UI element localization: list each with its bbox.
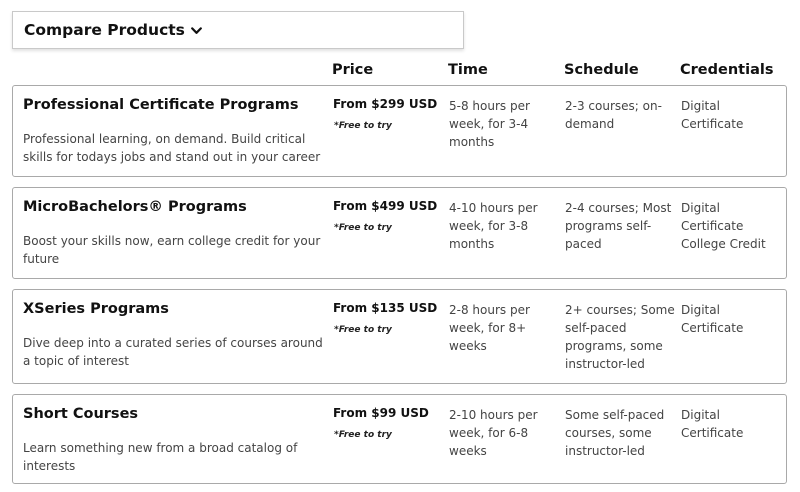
column-header-schedule: Schedule <box>564 62 639 78</box>
compare-products-dropdown[interactable] <box>12 11 464 49</box>
product-description: Dive deep into a curated series of courses around a topic of interest <box>23 336 323 368</box>
product-credentials: Digital Certificate <box>681 303 744 335</box>
product-time: 2-8 hours per week, for 8+ weeks <box>449 303 530 353</box>
column-header-price: Price <box>332 62 374 78</box>
product-card-microbachelors[interactable] <box>12 187 787 279</box>
chevron-down-icon <box>191 27 202 35</box>
product-price: From $135 USD <box>333 301 438 315</box>
free-to-try-note: *Free to try <box>334 223 392 233</box>
compare-products-label: Compare Products <box>24 21 185 39</box>
product-card-professional-certificate[interactable] <box>12 85 787 177</box>
product-credentials: Digital Certificate College Credit <box>681 201 766 251</box>
column-header-credentials: Credentials <box>680 62 774 78</box>
product-description: Boost your skills now, earn college credit for your future <box>23 234 321 266</box>
product-price: From $299 USD <box>333 97 438 111</box>
product-schedule: 2-4 courses; Most programs self-paced <box>565 201 672 251</box>
product-title: MicroBachelors® Programs <box>23 199 247 215</box>
column-header-time: Time <box>448 62 488 78</box>
product-schedule: 2-3 courses; on-demand <box>565 99 662 131</box>
product-price: From $499 USD <box>333 199 438 213</box>
product-credentials: Digital Certificate <box>681 408 744 440</box>
product-credentials: Digital Certificate <box>681 99 744 131</box>
free-to-try-note: *Free to try <box>334 430 392 440</box>
product-time: 4-10 hours per week, for 3-8 months <box>449 201 538 251</box>
product-time: 5-8 hours per week, for 3-4 months <box>449 99 530 149</box>
free-to-try-note: *Free to try <box>334 325 392 335</box>
product-schedule: Some self-paced courses, some instructor-led <box>565 408 665 458</box>
product-card-xseries[interactable] <box>12 289 787 384</box>
free-to-try-note: *Free to try <box>334 121 392 131</box>
product-title: Short Courses <box>23 406 139 422</box>
product-schedule: 2+ courses; Some self-paced programs, some instructor-led <box>565 303 675 371</box>
product-title: XSeries Programs <box>23 301 169 317</box>
product-price: From $99 USD <box>333 406 429 420</box>
product-description: Professional learning, on demand. Build critical skills for todays jobs and stand out in your career <box>23 132 321 164</box>
product-time: 2-10 hours per week, for 6-8 weeks <box>449 408 538 458</box>
product-description: Learn something new from a broad catalog of interests <box>23 441 298 473</box>
column-headers <box>0 62 800 82</box>
product-title: Professional Certificate Programs <box>23 97 299 113</box>
product-card-short-courses[interactable] <box>12 394 787 484</box>
